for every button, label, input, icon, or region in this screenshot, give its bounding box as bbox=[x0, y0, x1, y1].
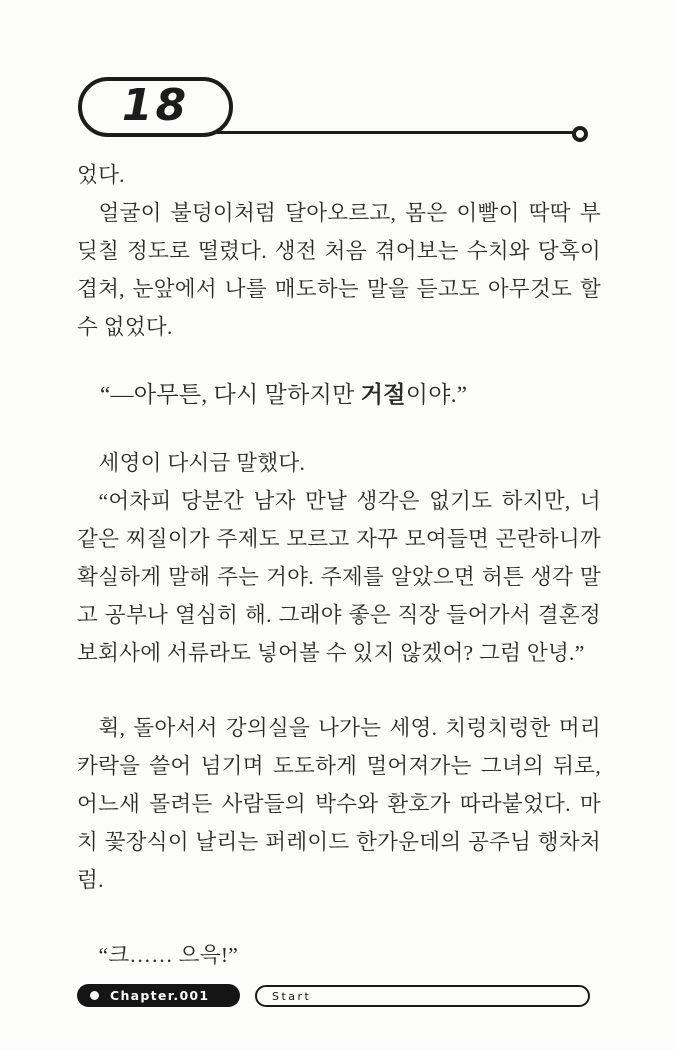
page-number-badge bbox=[78, 77, 233, 137]
dialogue-reject-emphasis: 거절 bbox=[360, 382, 406, 407]
page-number: 18 bbox=[121, 79, 190, 131]
bullet-dot-icon bbox=[90, 991, 99, 1000]
dialogue-reject-prefix: “—아무튼, 다시 말하지만 bbox=[100, 382, 361, 407]
start-label: Start bbox=[272, 989, 312, 1003]
dialogue-reject-line bbox=[77, 376, 601, 414]
dialogue-groan: “크…… 으윽!” bbox=[98, 943, 239, 967]
chapter-badge bbox=[77, 984, 240, 1007]
header-rule bbox=[210, 131, 580, 134]
start-bar bbox=[255, 985, 590, 1007]
chapter-label: Chapter.001 bbox=[110, 988, 210, 1003]
paragraph-exit: 휙, 돌아서서 강의실을 나가는 세영. 치렁치렁한 머리카락을 쓸어 넘기며 도도하게 멀어져가는 그녀의 뒤로, 어느새 몰려든 사람들의 박수와 환호가 따라붙었다. 마치 꽃장식이 날리는 퍼레이드 한가운데의 공주님 행차처럼. bbox=[77, 716, 601, 892]
header-rule-end-ring-icon bbox=[572, 126, 588, 142]
dialogue-reject-suffix: 이야.” bbox=[405, 382, 468, 407]
paragraph-continuation: 었다. bbox=[77, 163, 125, 187]
paragraph-seyoung-said: 세영이 다시금 말했다. bbox=[98, 451, 306, 475]
page-body bbox=[77, 156, 601, 974]
dialogue-lecture: “어차피 당분간 남자 만날 생각은 없기도 하지만, 너 같은 찌질이가 주제도 모르고 자꾸 모여들면 곤란하니까 확실하게 말해 주는 거야. 주제를 알았으면 허튼 생각 말고 공부나 열심히 해. 그래야 좋은 직장 들어가서 결혼정보회사에 서류라도 넣어볼 수 있지 않겠어? 그럼 안녕.” bbox=[77, 489, 601, 665]
paragraph-trembling: 얼굴이 불덩이처럼 달아오르고, 몸은 이빨이 딱딱 부딪칠 정도로 떨렸다. 생전 처음 겪어보는 수치와 당혹이 겹쳐, 눈앞에서 나를 매도하는 말을 듣고도 아무것도 할 수 없었다. bbox=[77, 201, 601, 339]
